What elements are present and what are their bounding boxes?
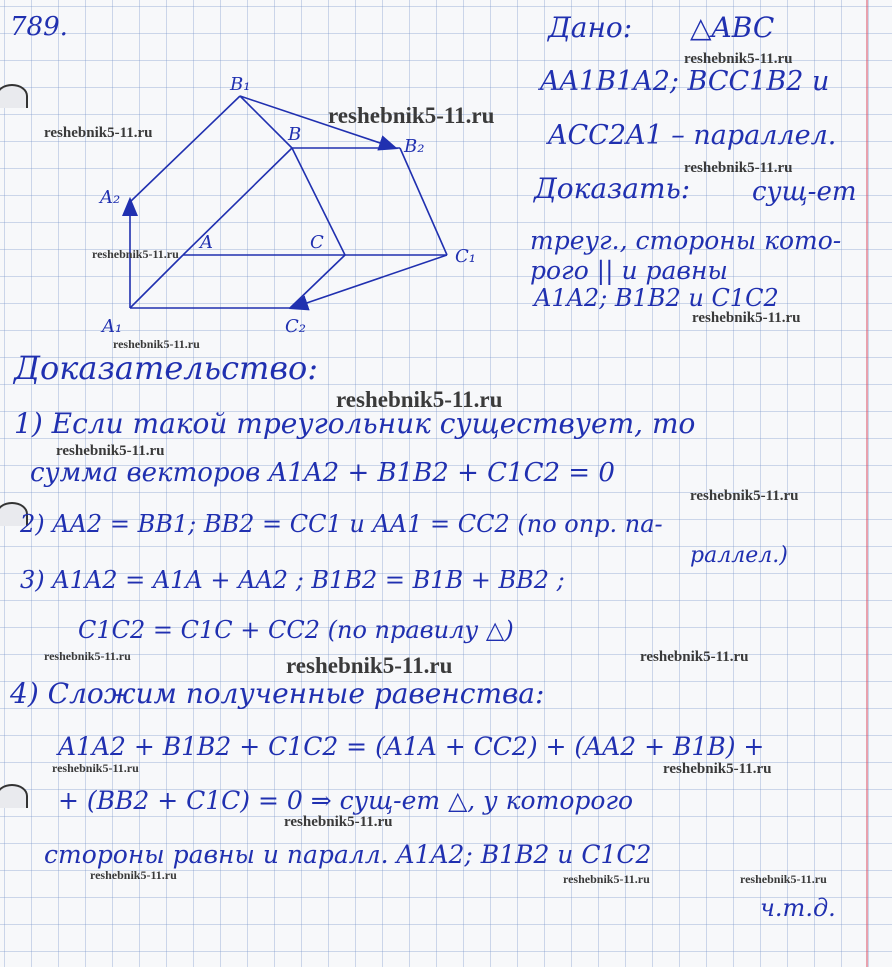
watermark: reshebnik5-11.ru bbox=[44, 125, 153, 141]
prove-line-3: рого || и равны bbox=[530, 256, 728, 285]
label-c2: C₂ bbox=[285, 316, 306, 337]
proof-heading: Доказательство: bbox=[14, 349, 319, 387]
vector-c1-c2 bbox=[292, 255, 447, 308]
prove-line-1: сущ-ет bbox=[752, 177, 857, 207]
given-line-3: ACC2A1 – параллел. bbox=[548, 120, 837, 151]
given-triangle: △ABC bbox=[690, 11, 775, 44]
label-a1: A₁ bbox=[102, 316, 123, 337]
given-line-2: AA1B1A2; BCC1B2 и bbox=[540, 66, 830, 97]
watermark: reshebnik5-11.ru bbox=[286, 653, 453, 678]
watermark: reshebnik5-11.ru bbox=[328, 103, 495, 128]
watermark: reshebnik5-11.ru bbox=[284, 814, 393, 830]
label-a: A bbox=[200, 232, 213, 253]
watermark: reshebnik5-11.ru bbox=[690, 488, 799, 504]
given-heading: Дано: bbox=[548, 11, 633, 44]
proof-step-4-line-3: + (BB2 + C1C) = 0 ⇒ сущ-ет △, у которого bbox=[58, 786, 634, 815]
watermark: reshebnik5-11.ru bbox=[56, 443, 165, 459]
segment-b2-c1 bbox=[400, 148, 447, 255]
proof-end: ч.т.д. bbox=[760, 894, 836, 922]
segment-a1-a bbox=[130, 255, 183, 308]
watermark: reshebnik5-11.ru bbox=[663, 761, 772, 777]
label-a2: A₂ bbox=[100, 187, 121, 208]
proof-step-1-line-2: сумма векторов A1A2 + B1B2 + C1C2 = 0 bbox=[30, 458, 615, 488]
proof-step-4-line-2: A1A2 + B1B2 + C1C2 = (A1A + CC2) + (AA2 + B1B) + bbox=[58, 732, 765, 761]
watermark: reshebnik5-11.ru bbox=[563, 872, 650, 886]
watermark: reshebnik5-11.ru bbox=[44, 649, 131, 663]
watermark: reshebnik5-11.ru bbox=[113, 337, 200, 351]
segment-b1-b bbox=[240, 96, 292, 148]
label-b2: B₂ bbox=[404, 136, 425, 157]
segment-b1-a2 bbox=[130, 96, 240, 202]
problem-number: 789. bbox=[10, 12, 68, 42]
watermark: reshebnik5-11.ru bbox=[640, 649, 749, 665]
proof-step-1-line-1: 1) Если такой треугольник существует, то bbox=[14, 407, 696, 440]
prove-heading: Доказать: bbox=[534, 172, 691, 205]
watermark: reshebnik5-11.ru bbox=[90, 868, 177, 882]
watermark: reshebnik5-11.ru bbox=[92, 247, 179, 261]
watermark: reshebnik5-11.ru bbox=[692, 310, 801, 326]
proof-step-3-line-1: 3) A1A2 = A1A + AA2 ; B1B2 = B1B + BB2 ; bbox=[20, 566, 565, 594]
label-b: B bbox=[288, 124, 302, 145]
watermark: reshebnik5-11.ru bbox=[740, 872, 827, 886]
proof-step-4-line-1: 4) Сложим полученные равенства: bbox=[10, 677, 545, 710]
proof-step-3-line-2: C1C2 = C1C + CC2 (по правилу △) bbox=[78, 616, 514, 644]
prove-line-4: A1A2; B1B2 и C1C2 bbox=[534, 284, 779, 312]
watermark: reshebnik5-11.ru bbox=[684, 160, 793, 176]
proof-step-4-line-4: стороны равны и паралл. A1A2; B1B2 и C1C2 bbox=[44, 840, 652, 869]
label-c1: C₁ bbox=[455, 246, 476, 267]
watermark: reshebnik5-11.ru bbox=[684, 51, 793, 67]
proof-step-2-line-1: 2) AA2 = BB1; BB2 = CC1 и AA1 = CC2 (по опр. па- bbox=[20, 510, 663, 538]
proof-step-2-line-2: раллел.) bbox=[690, 543, 788, 568]
watermark: reshebnik5-11.ru bbox=[52, 761, 139, 775]
watermark: reshebnik5-11.ru bbox=[336, 387, 503, 412]
prove-line-2: треуг., стороны кото- bbox=[530, 226, 842, 255]
label-c: C bbox=[310, 232, 324, 253]
label-b1: B₁ bbox=[230, 74, 251, 95]
